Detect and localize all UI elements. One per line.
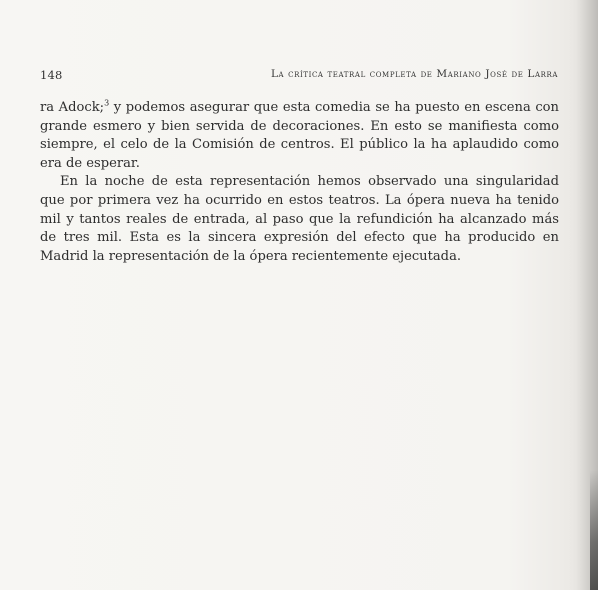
running-head: La crítica teatral completa de Mariano José de Larra (270, 68, 558, 80)
paragraph-1 (40, 99, 559, 173)
page-number: 148 (40, 68, 63, 82)
paragraph-2: En la noche de esta representación hemos observado una singularidad que por primera vez ha ocurrido en estos teatros. La ópera nueva ha tenido mil y tantos reales de entrada, al paso que la refundición ha alcanzado más de tres mil. Esta es la sincera expresión del efecto que ha producido en Madrid la representación de la ópera recientemente ejecutada. (40, 174, 559, 264)
paragraph-1-rest: y podemos asegurar que esta comedia se ha puesto en escena con grande esmero y bien servida de decoraciones. En esto se manifiesta como siempre, el celo de la Comisión de centros. El público la ha aplaudido como era de esperar. (40, 100, 559, 171)
paragraph-1-start: ra Adock; (40, 100, 105, 115)
body-text (40, 99, 559, 266)
footnote-reference: 3 (104, 98, 110, 108)
page-edge-shadow (590, 470, 598, 590)
